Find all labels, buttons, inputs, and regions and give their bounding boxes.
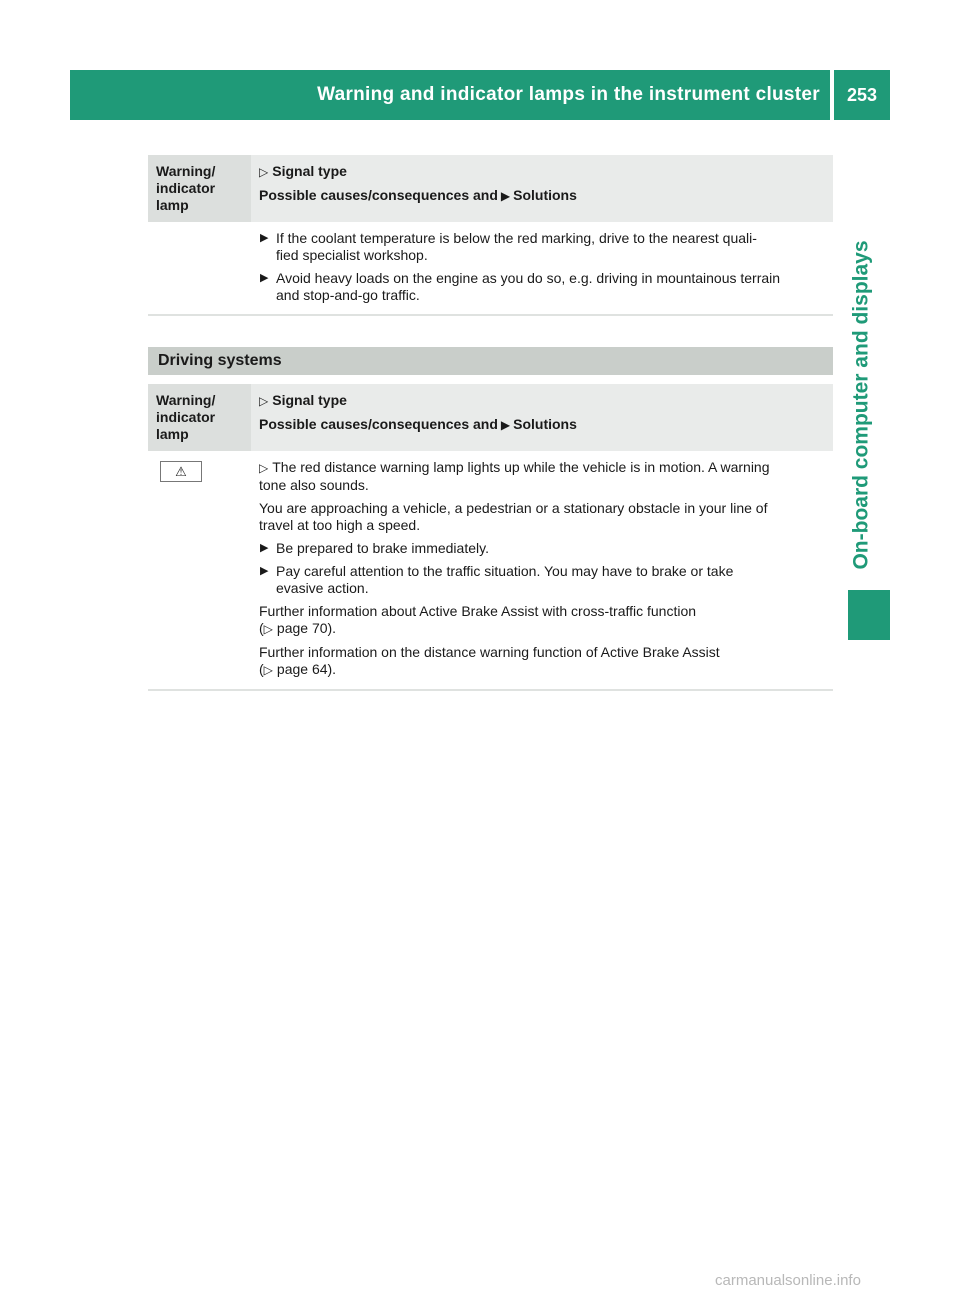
solutions-label: Solutions (513, 187, 577, 203)
list-item-text: Be prepared to brake immediately. (276, 540, 489, 556)
col-header-info (251, 384, 833, 451)
lamp-table-1 (148, 155, 833, 316)
signal-type-label: Signal type (272, 392, 347, 408)
col-header-line: indicator (156, 180, 216, 196)
col-header-line: lamp (156, 426, 189, 442)
page-header-title: Warning and indicator lamps in the instrument cluster (317, 84, 820, 105)
distance-warning-icon: ⚠ (160, 461, 202, 482)
side-tab-marker (848, 590, 890, 640)
page-number: 253 (834, 70, 890, 120)
table-header (148, 384, 833, 451)
reference-text (259, 603, 825, 638)
list-item-text: Avoid heavy loads on the engine as you do so, e.g. driving in mountainous terrain and stop-and-go traffic. (276, 270, 781, 303)
signal-triangle-icon: ▷ (259, 461, 269, 475)
lamp-cell (148, 222, 251, 314)
action-arrow-icon: ▶ (500, 418, 511, 432)
list-item (259, 540, 825, 557)
col-header-info (251, 155, 833, 222)
table-row (148, 222, 833, 316)
list-item (259, 270, 825, 304)
table-row (148, 451, 833, 691)
table-header (148, 155, 833, 222)
action-arrow-icon: ▶ (260, 565, 269, 577)
signal-triangle-icon: ▷ (259, 394, 269, 408)
action-arrow-icon: ▶ (260, 232, 269, 244)
side-tab-label: On-board computer and displays (850, 240, 873, 570)
reference-text (259, 644, 825, 679)
page-ref-icon: ▷ (263, 622, 273, 636)
side-tab (838, 205, 886, 605)
section-heading: Driving systems (148, 347, 833, 375)
page-ref-icon: ▷ (263, 663, 273, 677)
col-header-line: lamp (156, 197, 189, 213)
action-arrow-icon: ▶ (260, 272, 269, 284)
causes-heading (259, 416, 825, 434)
info-cell (251, 222, 833, 314)
signal-description (259, 459, 825, 494)
action-arrow-icon: ▶ (260, 542, 269, 554)
lamp-cell (148, 451, 251, 689)
info-cell (251, 451, 833, 689)
cause-text: You are approaching a vehicle, a pedestrian or a stationary obstacle in your line of travel at too high a speed. (259, 500, 768, 533)
watermark: carmanualsonline.info (715, 1272, 861, 1289)
col-header-line: Warning/ (156, 163, 216, 179)
causes-label: Possible causes/consequences and (259, 416, 498, 432)
list-item (259, 563, 825, 597)
reference-description: Further information on the distance warning function of Active Brake Assist ( (259, 644, 720, 677)
signal-type-label: Signal type (272, 163, 347, 179)
causes-label: Possible causes/consequences and (259, 187, 498, 203)
list-item (259, 230, 825, 264)
page-reference-link[interactable]: page 70). (276, 620, 337, 636)
reference-description: Further information about Active Brake Assist with cross-traffic function ( (259, 603, 697, 636)
causes-heading (259, 187, 825, 205)
page-reference-link[interactable]: page 64). (276, 661, 337, 677)
col-header-lamp (148, 155, 251, 222)
list-item-text: Pay careful attention to the traffic situation. You may have to brake or take evasive action. (276, 563, 734, 596)
solutions-label: Solutions (513, 416, 577, 432)
col-header-line: Warning/ (156, 392, 216, 408)
col-header-line: indicator (156, 409, 216, 425)
list-item-text: If the coolant temperature is below the red marking, drive to the nearest quali- fied specialist workshop. (276, 230, 757, 263)
header-bar (70, 70, 830, 120)
signal-type-heading (259, 163, 825, 181)
signal-triangle-icon: ▷ (259, 165, 269, 179)
lamp-table-2 (148, 384, 833, 691)
signal-type-heading (259, 392, 825, 410)
signal-text: The red distance warning lamp lights up while the vehicle is in motion. A warning tone also sounds. (259, 459, 770, 493)
action-arrow-icon: ▶ (500, 189, 511, 203)
col-header-lamp (148, 384, 251, 451)
